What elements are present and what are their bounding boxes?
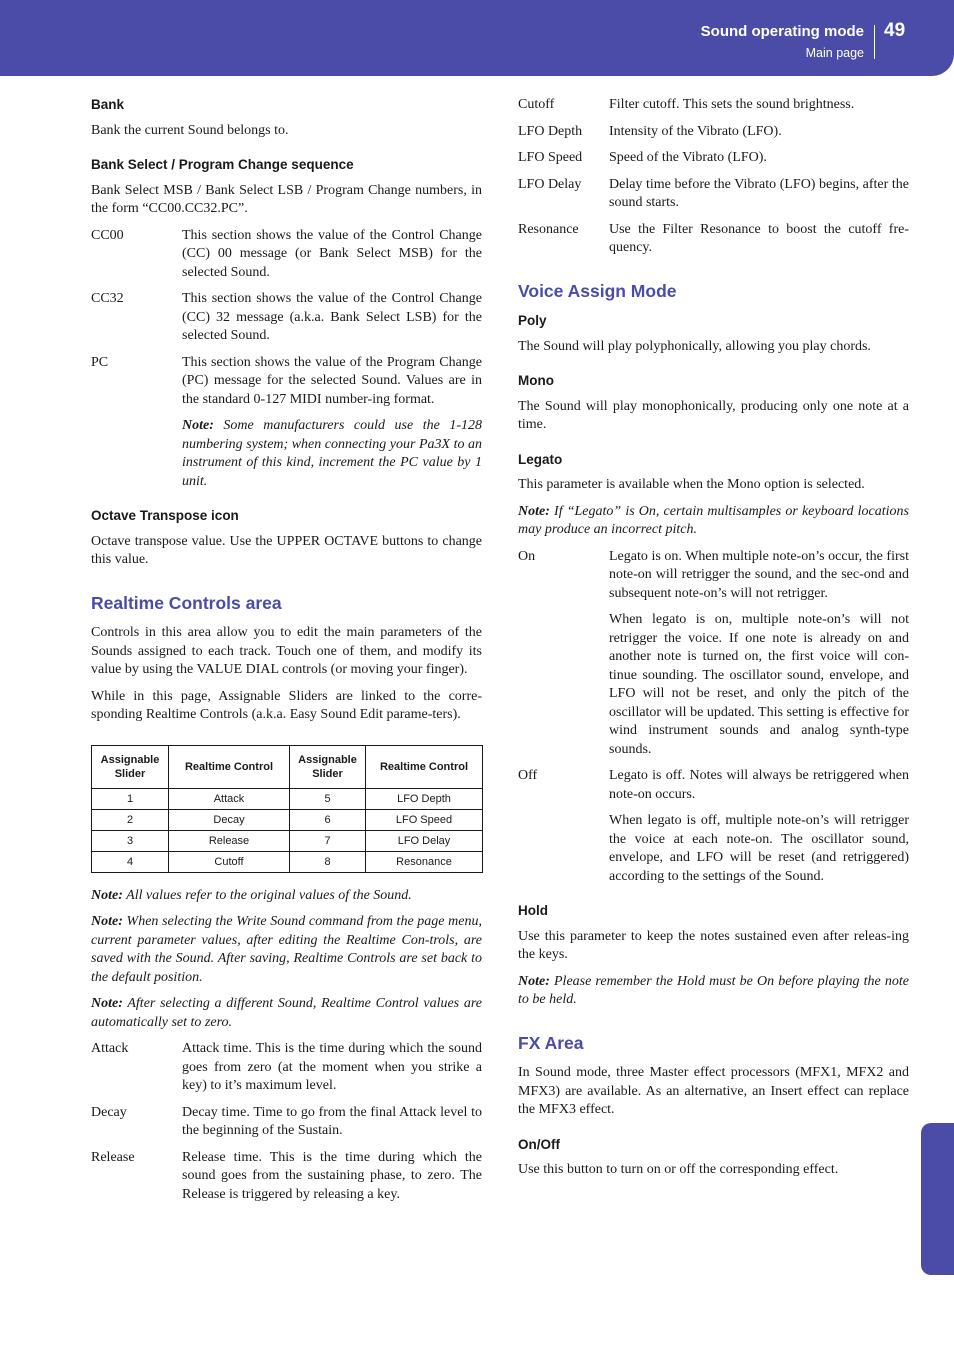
table-cell: LFO Speed (366, 809, 483, 830)
cc32-desc: This section shows the value of the Control Change (CC) 32 message (a.k.a. Bank Select LSB) for the selected Sound. (182, 291, 482, 343)
hold-heading: Hold (518, 903, 548, 918)
slider-mapping-table (91, 745, 483, 873)
decay-desc: Decay time. Time to go from the final Attack level to the beginning of the Sustain. (182, 1104, 482, 1138)
table-header: Realtime Control (366, 745, 483, 788)
resonance-definition (518, 221, 909, 258)
cc00-term: CC00 (91, 227, 124, 243)
section-subtitle: Main page (805, 46, 864, 60)
attack-definition (91, 1040, 482, 1096)
table-cell: LFO Delay (366, 830, 483, 851)
pc-definition (91, 354, 482, 492)
bank-text: Bank the current Sound belongs to. (91, 122, 289, 138)
legato-on-desc-1: Legato is on. When multiple note-on’s occur, the first note-on will retrigger the sound, and the sec-ond and subsequent note-on’s will not retrigger. (609, 548, 909, 601)
realtime-para-2: While in this page, Assignable Sliders are linked to the corre-sponding Realtime Controls (a.k.a. Easy Sound Edit parame-ters). (91, 688, 482, 722)
hold-note (518, 973, 909, 1010)
note-text: All values refer to the original values of the Sound. (122, 887, 412, 903)
attack-desc: Attack time. This is the time during which the sound goes from zero (at the moment when you strike a key) to it’s maximum level. (182, 1041, 482, 1093)
page-number: 49 (884, 20, 906, 41)
legato-off-desc-2: When legato is off, multiple note-on’s will retrigger the voice at each note-on. The oscillator sound, envelope, and LFO will be reset (and retriggered) according to the settings of the Sound. (609, 813, 909, 884)
cc00-desc: This section shows the value of the Control Change (CC) 00 message (or Bank Select MSB) for the selected Sound. (182, 227, 482, 280)
note-different-sound (91, 995, 482, 1032)
table-row (92, 851, 483, 872)
fx-area-heading: FX Area (518, 1032, 584, 1053)
pc-note (182, 417, 482, 491)
legato-on-definition (518, 548, 909, 760)
table-row (92, 788, 483, 809)
on-off-heading: On/Off (518, 1136, 560, 1152)
legato-on-desc-block (609, 548, 909, 760)
release-definition (91, 1149, 482, 1205)
lfo-depth-definition (518, 123, 909, 142)
legato-on-term: On (518, 548, 536, 564)
header-divider (874, 25, 875, 59)
table-cell: Cutoff (169, 851, 290, 872)
note-original-values (91, 887, 482, 906)
legato-heading: Legato (518, 451, 563, 467)
table-cell: 1 (92, 788, 169, 809)
resonance-term: Resonance (518, 221, 579, 237)
note-label: Note: (91, 996, 123, 1011)
cc00-definition (91, 227, 482, 283)
realtime-controls-heading: Realtime Controls area (91, 592, 282, 613)
table-cell: Resonance (366, 851, 483, 872)
page-header (0, 0, 954, 76)
octave-heading: Octave Transpose icon (91, 508, 239, 523)
note-text: If “Legato” is On, certain multisamples or keyboard locations may produce an incorrect pitch. (518, 503, 909, 537)
legato-on-desc-2: When legato is on, multiple note-on’s will not retrigger the voice. If one note is already on and another note is turned on, the first voice will con-tinue sounding. The oscillator sound, envelope, and LFO will not be reset, and only the pitch of the oscillator will be updated. This setting is effective for wind instrument sounds and analog synth-type sounds. (609, 612, 909, 757)
lfo-delay-term: LFO Delay (518, 176, 582, 192)
table-header: Realtime Control (169, 745, 290, 788)
table-cell: 7 (290, 830, 366, 851)
table-header: Assignable Slider (290, 745, 366, 788)
cc32-term: CC32 (91, 291, 124, 306)
table-cell: Decay (169, 809, 290, 830)
cutoff-definition (518, 96, 909, 115)
table-cell: 3 (92, 830, 169, 851)
table-cell: LFO Depth (366, 788, 483, 809)
right-column (518, 96, 909, 1188)
fx-area-text: In Sound mode, three Master effect processors (MFX1, MFX2 and MFX3) are available. As an alternative, an Insert effect can replace the MFX3 effect. (518, 1065, 909, 1117)
legato-off-desc-block (609, 767, 909, 886)
cutoff-desc: Filter cutoff. This sets the sound brightness. (609, 97, 855, 112)
note-write-sound (91, 913, 482, 987)
note-text: After selecting a different Sound, Realtime Control values are automatically set to zero. (91, 996, 482, 1030)
note-label: Note: (518, 973, 550, 989)
realtime-para-1: Controls in this area allow you to edit the main parameters of the Sounds assigned to each track. Touch one of them, and modify its value by using the VALUE DIAL controls (or moving your finger). (91, 625, 482, 677)
release-desc: Release time. This is the time during which the sound goes from the sustaining phase, to zero. The Release is triggered by releasing a key. (182, 1149, 482, 1202)
note-label: Note: (91, 887, 123, 903)
cutoff-term: Cutoff (518, 97, 555, 112)
legato-text: This parameter is available when the Mono option is selected. (518, 477, 865, 492)
lfo-speed-desc: Speed of the Vibrato (LFO). (609, 150, 767, 165)
lfo-delay-desc: Delay time before the Vibrato (LFO) begins, after the sound starts. (609, 176, 909, 210)
note-text: When selecting the Write Sound command from the page menu, current parameter values, after editing the Realtime Con-trols, are saved with the Sound. After saving, Realtime Controls are set back to the default position. (91, 914, 482, 985)
octave-text: Octave transpose value. Use the UPPER OCTAVE buttons to change this value. (91, 533, 482, 567)
lfo-depth-desc: Intensity of the Vibrato (LFO). (609, 123, 782, 139)
mono-heading: Mono (518, 373, 554, 388)
decay-term: Decay (91, 1104, 127, 1120)
lfo-depth-term: LFO Depth (518, 123, 583, 139)
hold-text: Use this parameter to keep the notes sustained even after releas-ing the keys. (518, 928, 909, 962)
voice-assign-mode-heading: Voice Assign Mode (518, 280, 677, 301)
table-cell: 5 (290, 788, 366, 809)
lfo-speed-term: LFO Speed (518, 150, 583, 165)
table-cell: Release (169, 830, 290, 851)
table-cell: 8 (290, 851, 366, 872)
chapter-tab-label: Advanced (901, 1108, 918, 1186)
table-row (92, 809, 483, 830)
on-off-text: Use this button to turn on or off the corresponding effect. (518, 1162, 839, 1177)
chapter-tab[interactable] (901, 1108, 954, 1275)
decay-definition (91, 1104, 482, 1141)
note-text: Some manufacturers could use the 1-128 numbering system; when connecting your Pa3X to an instrument of this kind, increment the PC value by 1 unit. (182, 418, 482, 489)
table-header-row (92, 745, 483, 788)
legato-off-desc-1: Legato is off. Notes will always be retriggered when note-on occurs. (609, 768, 909, 802)
note-label: Note: (182, 418, 214, 433)
lfo-speed-definition (518, 149, 909, 168)
legato-note (518, 503, 909, 540)
table-cell: 2 (92, 809, 169, 830)
pc-term: PC (91, 354, 109, 370)
bank-heading: Bank (91, 97, 125, 112)
note-text: Please remember the Hold must be On before playing the note to be held. (518, 973, 909, 1007)
table-header: Assignable Slider (92, 745, 169, 788)
table-row (92, 830, 483, 851)
cc32-definition (91, 290, 482, 346)
bank-select-heading: Bank Select / Program Change sequence (91, 157, 354, 172)
attack-term: Attack (91, 1041, 129, 1056)
note-label: Note: (91, 914, 123, 929)
note-label: Note: (518, 503, 550, 519)
table-cell: Attack (169, 788, 290, 809)
pc-desc-block (182, 354, 482, 492)
legato-off-definition (518, 767, 909, 886)
resonance-desc: Use the Filter Resonance to boost the cutoff fre-quency. (609, 221, 909, 255)
left-column (91, 96, 482, 1212)
section-title: Sound operating mode (700, 23, 864, 40)
pc-desc: This section shows the value of the Program Change (PC) message for the selected Sound. Values are in the standard 0-127 MIDI number-ing format. (182, 354, 482, 407)
lfo-delay-definition (518, 176, 909, 213)
release-term: Release (91, 1149, 135, 1165)
table-cell: 6 (290, 809, 366, 830)
bank-select-text: Bank Select MSB / Bank Select LSB / Program Change numbers, in the form “CC00.CC32.PC”. (91, 182, 482, 216)
poly-text: The Sound will play polyphonically, allowing you play chords. (518, 338, 871, 354)
poly-heading: Poly (518, 313, 547, 328)
legato-off-term: Off (518, 768, 538, 783)
table-cell: 4 (92, 851, 169, 872)
mono-text: The Sound will play monophonically, producing only one note at a time. (518, 398, 909, 432)
